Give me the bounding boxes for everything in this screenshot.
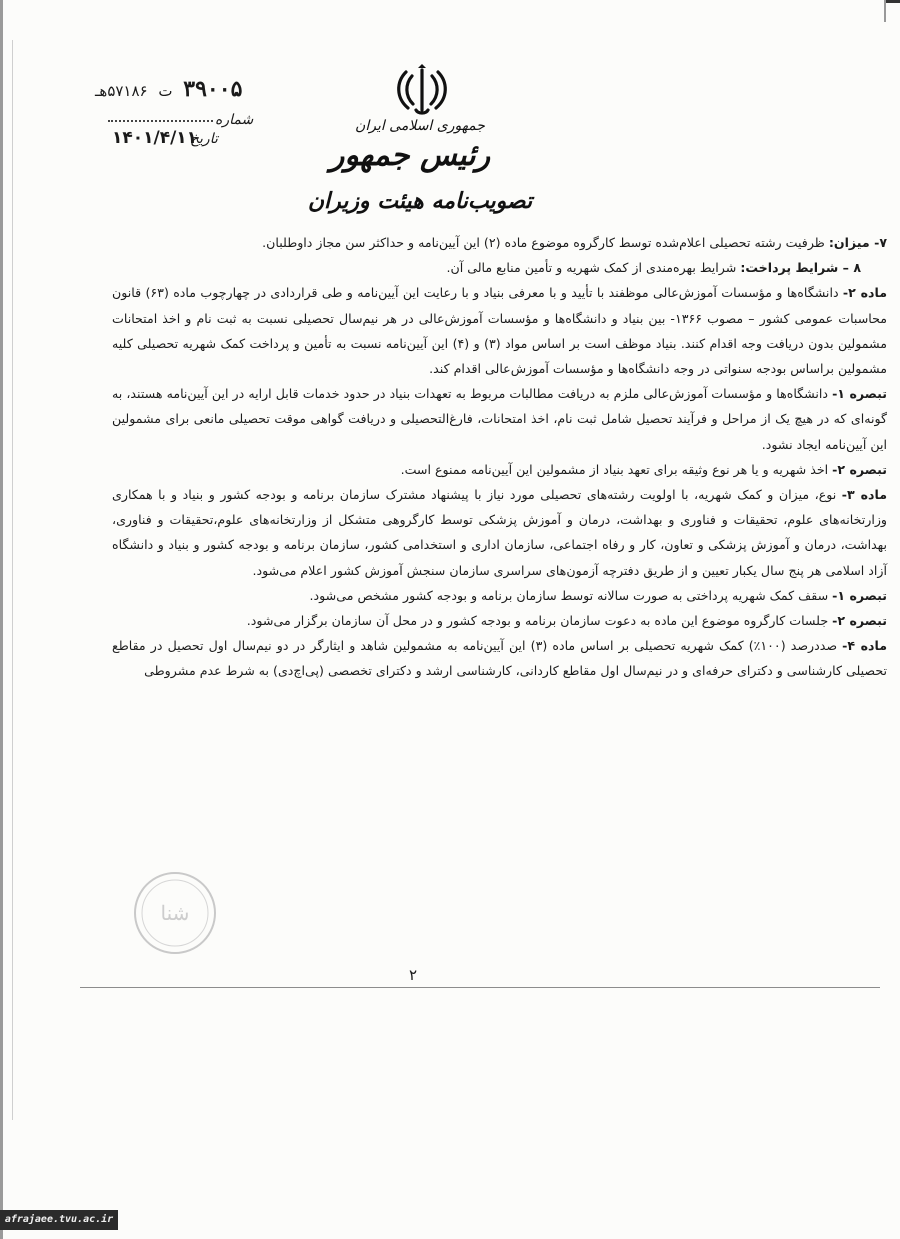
date-value: ۱۴۰۱/۴/۱۱	[112, 128, 198, 148]
clause-lead: ماده ۴-	[842, 638, 887, 654]
clause-paragraph	[112, 633, 887, 683]
clause-paragraph	[112, 381, 887, 457]
reference-prefix: ت	[158, 82, 173, 100]
decree-heading: تصویب‌نامه هیئت وزیران	[307, 188, 533, 214]
clause-paragraph	[112, 608, 887, 633]
clause-text: جلسات کارگروه موضوع این ماده به دعوت سازمان برنامه و بودجه کشور و در محل آن سازمان برگزار می‌شود.	[246, 613, 833, 629]
page-bottom-edge	[80, 987, 880, 988]
office-heading: رئیس جمهور	[329, 138, 491, 173]
document-reference	[95, 76, 242, 102]
clause-text: اخذ شهریه و یا هر نوع وثیقه برای تعهد بنیاد از مشمولین این آیین‌نامه ممنوع است.	[400, 461, 833, 477]
faint-stamp	[132, 870, 218, 956]
date-label: تاریخ	[190, 131, 218, 147]
scan-edge-line	[12, 40, 13, 1120]
serial-number: ۳۹۰۰۵	[183, 76, 243, 102]
clause-paragraph	[112, 583, 887, 608]
clause-lead: تبصره ۲-	[832, 461, 887, 477]
clause-text: دانشگاه‌ها و مؤسسات آموزش‌عالی موظفند با تأیید و با معرفی بنیاد و با رعایت این آیین‌نامه و طی قراردادی در چهارچوب ماده (۶۳) قانون محاسبات عمومی کشور – مصوب ۱۳۶۶- بین بنیاد و دانشگاه‌ها و مؤسسات آموزش‌عالی در هر نیم‌سال تحصیلی نسبت به ثبت نام و اخذ امتحانات مشمولین بدون دریافت وجه اقدام کنند. بنیاد موظف است بر اساس مواد (۳) و (۴) این آیین‌نامه نسبت به تأمین و پرداخت کمک شهریه تحصیلی کلیه مشمولین براساس بودجه سنواتی در وجه دانشگاه‌ها و مؤسسات آموزش‌عالی اقدام کند.	[112, 285, 887, 377]
stamp-text: شنا	[160, 901, 190, 925]
site-watermark-link[interactable]: afrajaee.tvu.ac.ir	[0, 1210, 118, 1230]
clause-paragraph	[112, 280, 887, 381]
clause-lead: ۸ – شرایط پرداخت:	[740, 260, 861, 276]
clause-text: ظرفیت رشته تحصیلی اعلام‌شده توسط کارگروه موضوع ماده (۲) این آیین‌نامه و حداکثر سن مجاز داوطلبان.	[262, 235, 829, 250]
clause-paragraph	[112, 230, 887, 255]
clause-lead: تبصره ۱-	[832, 587, 887, 603]
clause-text: دانشگاه‌ها و مؤسسات آموزش‌عالی ملزم به دریافت مطالبات مربوط به تعهدات بنیاد در حدود خدمات قابل ارایه در این آیین‌نامه هستند، به گونه‌ای که در هیچ یک از مراحل و فرآیند تحصیل شامل ثبت نام، اخذ امتحانات، فارغ‌التحصیلی و دریافت گواهی موقت تحصیلی مانعی برای مشمولین این آیین‌نامه ایجاد نشود.	[112, 386, 887, 452]
scan-corner-line	[884, 0, 886, 22]
clause-lead: ماده ۳-	[841, 487, 887, 503]
number-dotted-field	[108, 120, 213, 122]
country-heading: جمهوری اسلامی ایران	[355, 118, 485, 134]
scan-corner-mark	[886, 0, 900, 3]
clause-text: سقف کمک شهریه پرداختی به صورت سالانه توسط سازمان برنامه و بودجه کشور مشخص می‌شود.	[309, 587, 833, 603]
reference-number: ۵۷۱۸۶هـ	[95, 82, 148, 100]
iran-emblem-icon	[394, 64, 450, 118]
clause-lead: ماده ۲-	[842, 285, 888, 301]
number-label: شماره	[215, 112, 254, 128]
clause-lead: ۷- میزان:	[828, 235, 887, 250]
page-number: ۲	[408, 966, 418, 984]
clause-paragraph	[112, 255, 887, 280]
clause-text: نوع، میزان و کمک شهریه، با اولویت رشته‌های تحصیلی مورد نیاز با پیشنهاد مشترک سازمان برنامه و بودجه کشور و بنیاد و با همکاری وزارتخانه‌های علوم، تحقیقات و فناوری و بهداشت، درمان و آموزش پزشکی توسط کارگروهی متشکل از وزارتخانه‌های علوم،تحقیقات و فناوری، بهداشت، درمان و آموزش پزشکی و تعاون، کار و رفاه اجتماعی، سازمان اداری و استخدامی کشور، سازمان برنامه و بودجه کشور و بنیاد و دانشگاه آزاد اسلامی هر پنج سال یکبار تعیین و از طریق دفترچه آزمون‌های سراسری سازمان سنجش آموزش کشور اعلام می‌شود.	[112, 487, 887, 578]
scan-edge-left	[0, 0, 3, 1239]
decree-body	[112, 230, 887, 684]
clause-text: شرایط بهره‌مندی از کمک شهریه و تأمین منابع مالی آن.	[446, 260, 741, 276]
clause-text: صددرصد (۱۰۰٪) کمک شهریه تحصیلی بر اساس ماده (۳) این آیین‌نامه به مشمولین شاهد و ایثارگر در دو نیم‌سال اول تحصیل در مقاطع تحصیلی کارشناسی و دکترای حرفه‌ای و در نیم‌سال اول مقاطع کاردانی، کارشناسی ارشد و دکترای تخصصی (پی‌اچ‌دی) به شرط عدم مشروطی	[112, 638, 887, 679]
clause-lead: تبصره ۲-	[832, 613, 887, 629]
clause-lead: تبصره ۱-	[832, 386, 887, 402]
clause-paragraph	[112, 482, 887, 583]
clause-paragraph	[112, 457, 887, 482]
